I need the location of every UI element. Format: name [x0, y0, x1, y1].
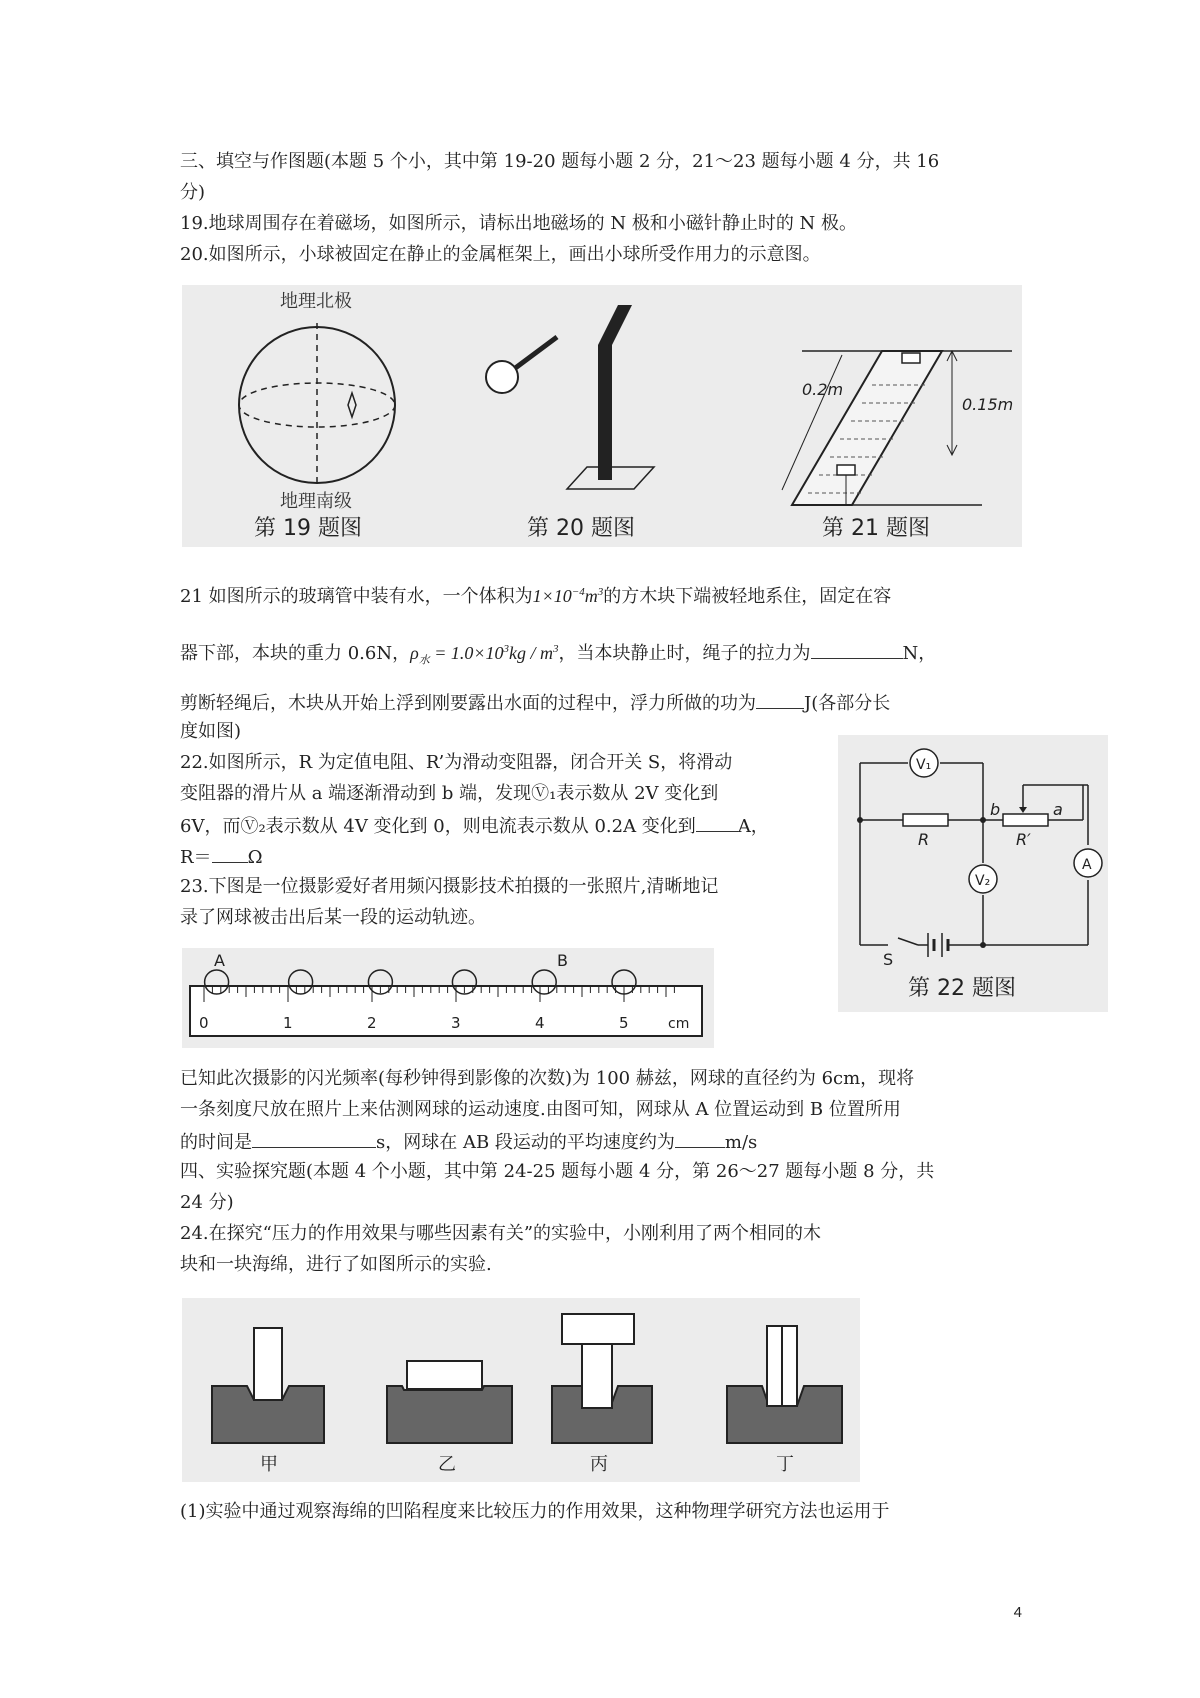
ruler-label-b: B — [557, 951, 568, 970]
ruler-tick-label: 0 — [199, 1014, 209, 1032]
q21-line1: 21 如图所示的玻璃管中装有水，一个体积为$1\times 10^{-4}m^3$的方木块下端被轻地系住，固定在容 — [180, 586, 892, 607]
sponge-bing — [552, 1314, 652, 1443]
fig21-caption: 第 21 题图 — [822, 516, 930, 541]
fig21-tube — [782, 351, 1012, 505]
svg-text:V₁: V₁ — [916, 757, 932, 773]
sponge-yi — [387, 1361, 512, 1443]
q23-line2: 录了网球被击出后某一段的运动轨迹。 — [180, 907, 486, 928]
svg-text:V₂: V₂ — [975, 873, 991, 889]
resistor-r — [903, 814, 948, 826]
fig19-globe — [239, 323, 395, 487]
sponge-svg — [182, 1298, 860, 1482]
ruler-tick-label: 4 — [535, 1014, 545, 1032]
q22-line4: R＝ Ω — [180, 844, 263, 870]
figure-row-svg — [182, 285, 1022, 547]
q21-volume: $1\times 10^{-4}m^3$ — [532, 586, 604, 606]
fig19-caption: 第 19 题图 — [254, 516, 362, 541]
q22-blank-current[interactable] — [696, 813, 738, 832]
q23-line1: 23.下图是一位摄影爱好者用频闪摄影技术拍摄的一张照片,清晰地记 — [180, 876, 719, 897]
ruler-label-a: A — [214, 951, 225, 970]
q22-line1: 22.如图所示，R 为定值电阻、R’为滑动变阻器，闭合开关 S，将滑动 — [180, 752, 733, 773]
q23-blank-speed[interactable] — [675, 1129, 725, 1148]
sponge-ding — [727, 1326, 842, 1443]
circuit-wires — [860, 763, 1088, 945]
q22-blank-resistance[interactable] — [212, 844, 248, 863]
fig19-bottom-label: 地理南级 — [280, 491, 352, 512]
q21-line4: 度如图) — [180, 721, 242, 742]
rheostat-rp — [1003, 814, 1048, 826]
sponge-label-jia: 甲 — [260, 1454, 278, 1475]
sponge-jia — [212, 1328, 324, 1443]
sponge-label-bing: 丙 — [590, 1454, 608, 1475]
q24-line1: 24.在探究“压力的作用效果与哪些因素有关”的实验中，小刚利用了两个相同的木 — [180, 1223, 822, 1244]
fig20-caption: 第 20 题图 — [527, 516, 635, 541]
figure-23-ruler — [182, 948, 714, 1048]
svg-text:a: a — [1053, 800, 1063, 819]
q24-line2: 块和一块海绵，进行了如图所示的实验. — [180, 1254, 492, 1275]
fig22-caption: 第 22 题图 — [908, 976, 1016, 1001]
q22-line3: 6V，而Ⓥ₂表示数从 4V 变化到 0，则电流表示数从 0.2A 变化到 A， — [180, 813, 769, 839]
q24-sub1: (1)实验中通过观察海绵的凹陷程度来比较压力的作用效果，这种物理学研究方法也运用于 — [180, 1501, 890, 1522]
q21-blank-tension[interactable] — [811, 640, 903, 659]
section4-heading-line1: 四、实验探究题(本题 4 个小题，其中第 24-25 题每小题 4 分，第 26～27 题每小题 8 分，共 — [180, 1161, 935, 1182]
q21-line3: 剪断轻绳后，木块从开始上浮到刚要露出水面的过程中，浮力所做的功为 J(各部分长 — [180, 690, 890, 716]
fig21-label-015: 0.15m — [962, 395, 1014, 414]
ruler-tick-label: 2 — [367, 1014, 377, 1032]
q23-line5: 的时间是 s，网球在 AB 段运动的平均速度约为 m/s — [180, 1129, 757, 1155]
section3-heading-line1: 三、填空与作图题(本题 5 个小，其中第 19-20 题每小题 2 分，21～23 题每小题 4 分，共 16 — [180, 151, 940, 172]
battery-icon — [928, 933, 948, 957]
ruler-tick-label: 5 — [619, 1014, 629, 1032]
svg-text:R′: R′ — [1016, 830, 1031, 849]
figure-row-19-20-21 — [182, 285, 1022, 547]
svg-text:A: A — [1082, 857, 1092, 873]
fig19-top-label: 地理北极 — [280, 291, 352, 312]
q19-text: 19.地球周围存在着磁场，如图所示，请标出地磁场的 N 极和小磁针静止时的 N 极。 — [180, 213, 858, 234]
section3-heading-line2: 分) — [180, 182, 206, 203]
figure-22-circuit — [838, 735, 1108, 1012]
ruler-tick-label: 1 — [283, 1014, 293, 1032]
compass-needle-icon — [348, 393, 356, 417]
q21-line2: 器下部，本块的重力 0.6N，$\rho_水 = 1.0\times 10^3kg / m^3$，当本块静止时，绳子的拉力为 N， — [180, 637, 936, 673]
q21-density: $\rho_水 = 1.0\times 10^3kg / m^3$ — [410, 643, 559, 667]
sponge-label-yi: 乙 — [438, 1454, 456, 1475]
q23-line3: 已知此次摄影的闪光频率(每秒钟得到影像的次数)为 100 赫兹，网球的直径约为 6cm，现将 — [180, 1068, 915, 1089]
sponge-label-ding: 丁 — [776, 1454, 794, 1475]
ruler-tick-label: 3 — [451, 1014, 461, 1032]
fig21-label-02: 0.2m — [802, 380, 844, 399]
svg-text:S: S — [883, 950, 894, 969]
q21-blank-work[interactable] — [756, 690, 804, 709]
section4-heading-line2: 24 分) — [180, 1192, 234, 1213]
q23-blank-time[interactable] — [252, 1129, 376, 1148]
circuit-svg — [838, 735, 1108, 1012]
ruler-svg — [182, 948, 714, 1048]
page-number: 4 — [1013, 1604, 1022, 1621]
figure-24-sponges — [182, 1298, 860, 1482]
q20-text: 20.如图所示，小球被固定在静止的金属框架上，画出小球所受作用力的示意图。 — [180, 244, 821, 265]
svg-text:b: b — [990, 800, 1001, 819]
svg-text:R: R — [918, 830, 930, 849]
q23-line4: 一条刻度尺放在照片上来估测网球的运动速度.由图可知，网球从 A 位置运动到 B 位置所用 — [180, 1099, 901, 1120]
fig20-frame — [486, 305, 654, 489]
q22-line2: 变阻器的滑片从 a 端逐渐滑动到 b 端，发现Ⓥ₁表示数从 2V 变化到 — [180, 783, 719, 804]
ruler-unit: cm — [668, 1016, 690, 1032]
